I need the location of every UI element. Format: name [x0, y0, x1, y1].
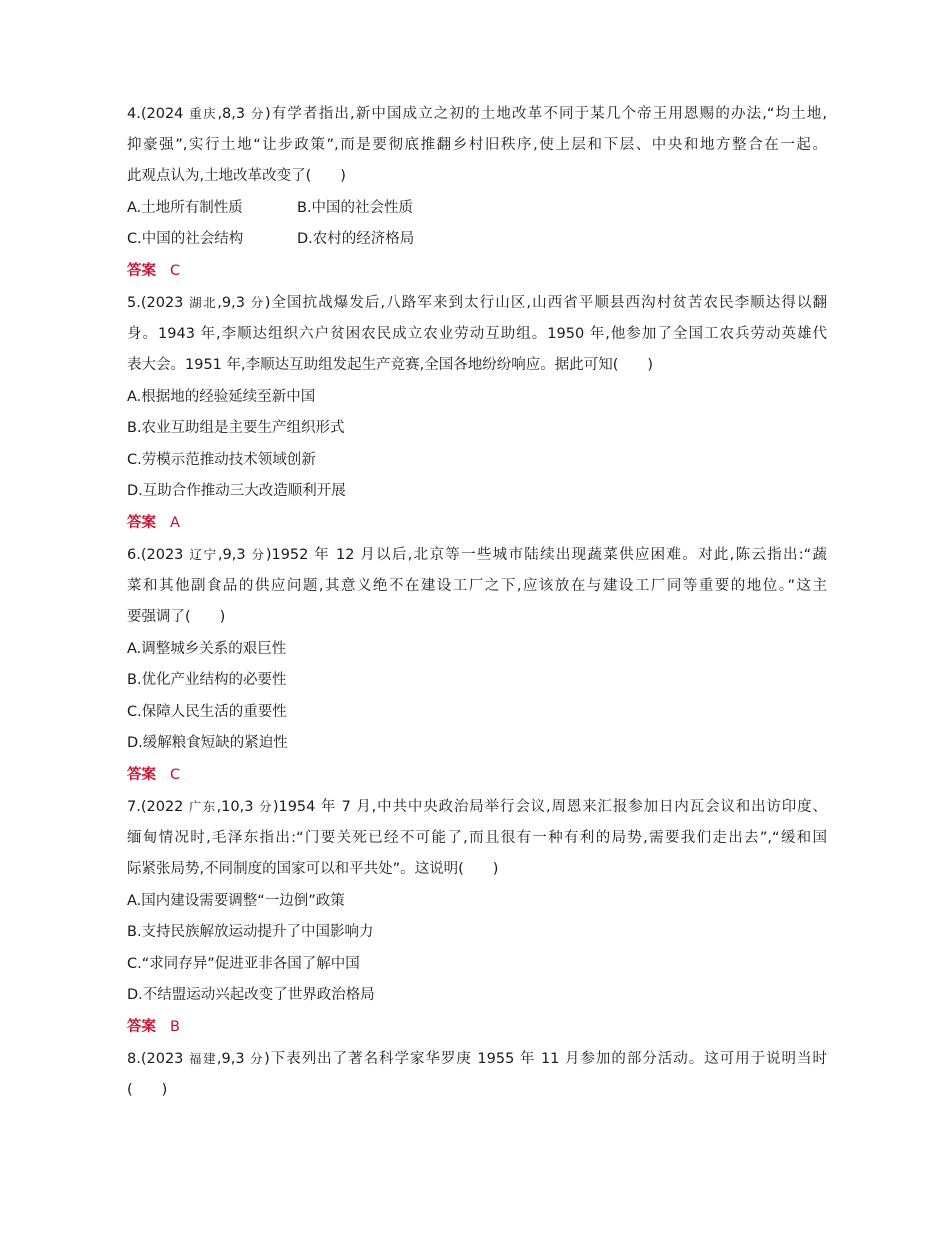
question-4-stem-line-3: 此观点认为,土地改革改变了( ): [127, 168, 346, 184]
question-5-stem-line-2: 身。1943 年,李顺达组织六户贫困农民成立农业劳动互助组。1950 年,他参加了全国工农兵劳动英雄代: [127, 325, 827, 342]
source-rest: ,9,3: [217, 295, 251, 311]
stem-text: )有学者指出,新中国成立之初的土地改革不同于某几个帝王用恩赐的办法,“均土地,: [265, 106, 827, 122]
option-c: C.“求同存异”促进亚非各国了解中国: [127, 955, 360, 972]
question-5-answer: [127, 508, 827, 540]
question-4: [127, 98, 827, 287]
option-b: B.支持民族解放运动提升了中国影响力: [127, 924, 374, 940]
option-d: D.农村的经济格局: [297, 231, 415, 247]
stem-text: )下表列出了著名科学家华罗庚 1955 年 11 月参加的部分活动。这可用于说明当时: [264, 1051, 827, 1067]
option-a: A.调整城乡关系的艰巨性: [127, 640, 287, 657]
option-c: C.劳模示范推动技术领域创新: [127, 451, 316, 468]
source-fen: 分: [258, 799, 273, 814]
option-d: D.不结盟运动兴起改变了世界政治格局: [127, 987, 375, 1003]
answer-label: 答案: [127, 766, 156, 783]
question-6-stem-line-3: 要强调了( ): [127, 609, 226, 625]
option-d: D.互助合作推动三大改造顺利开展: [127, 483, 346, 499]
question-4-options-row-2: [127, 224, 827, 256]
answer-label: 答案: [127, 262, 156, 279]
question-8-stem-line-1: [127, 1043, 827, 1075]
question-4-stem-line-1: [127, 98, 827, 130]
source-region: 湖北: [189, 295, 218, 310]
question-6-answer: [127, 760, 827, 792]
question-7-stem-line-2: 缅甸情况时,毛泽东指出:“门要关死已经不可能了,而且很有一种有利的局势,需要我们走出去”,“缓和国: [127, 829, 827, 846]
question-number: 6.: [127, 547, 141, 563]
source-open: (2023: [140, 547, 190, 563]
source-fen: 分: [251, 547, 266, 562]
source-fen: 分: [250, 106, 265, 121]
option-a: A.根据地的经验延续至新中国: [127, 388, 316, 405]
question-number: 7.: [127, 799, 141, 815]
answer-label: 答案: [127, 514, 156, 531]
question-number: 5.: [127, 295, 141, 311]
question-4-answer: [127, 256, 827, 288]
question-8: [127, 1043, 827, 1106]
source-region: 广东: [188, 799, 217, 814]
option-c: C.保障人民生活的重要性: [127, 703, 287, 720]
question-7: [127, 791, 827, 1043]
question-7-answer: [127, 1012, 827, 1044]
answer-value: C: [170, 262, 181, 279]
source-open: (2022: [140, 799, 189, 815]
option-c: C.中国的社会结构: [127, 231, 244, 247]
question-5-stem-line-1: [127, 287, 827, 319]
question-7-stem-line-3: 际紧张局势,不同制度的国家可以和平共处”。这说明( ): [127, 861, 499, 877]
option-d: D.缓解粮食短缺的紧迫性: [127, 735, 288, 751]
source-open: (2024: [140, 106, 190, 122]
source-rest: ,9,3: [217, 547, 252, 563]
source-rest: ,8,3: [217, 106, 251, 122]
source-region: 辽宁: [189, 547, 218, 562]
source-region: 重庆: [189, 106, 218, 121]
source-rest: ,10,3: [216, 799, 259, 815]
option-b: B.中国的社会性质: [297, 199, 414, 216]
source-open: (2023: [140, 1051, 189, 1067]
option-a: A.国内建设需要调整“一边倒”政策: [127, 892, 345, 909]
option-b: B.农业互助组是主要生产组织形式: [127, 420, 345, 436]
answer-value: B: [170, 1018, 180, 1035]
source-open: (2023: [140, 295, 190, 311]
question-5-stem-line-3: 表大会。1951 年,李顺达互助组发起生产竞赛,全国各地纷纷响应。据此可知( ): [127, 357, 654, 373]
answer-value: A: [170, 514, 180, 531]
question-6-stem-line-2: 菜和其他副食品的供应问题,其意义绝不在建设工厂之下,应该放在与建设工厂同等重要的地位。”这主: [127, 577, 827, 594]
stem-text: )1954 年 7 月,中共中央政治局举行会议,周恩来汇报参加日内瓦会议和出访印度、: [272, 799, 827, 815]
source-fen: 分: [250, 1051, 265, 1066]
question-5: [127, 287, 827, 539]
option-b: B.优化产业结构的必要性: [127, 672, 287, 688]
source-region: 福建: [188, 1051, 217, 1066]
question-4-stem-line-2: 抑豪强”,实行土地“让步政策”,而是要彻底推翻乡村旧秩序,使上层和下层、中央和地方整合在一起。: [127, 136, 827, 153]
question-4-options-row-1: [127, 193, 827, 225]
source-fen: 分: [250, 295, 265, 310]
question-6: [127, 539, 827, 791]
stem-text: )1952 年 12 月以后,北京等一些城市陆续出现蔬菜供应困难。对此,陈云指出:“蔬: [265, 547, 827, 563]
question-7-stem-line-1: [127, 791, 827, 823]
stem-text: )全国抗战爆发后,八路军来到太行山区,山西省平顺县西沟村贫苦农民李顺达得以翻: [264, 295, 827, 311]
answer-value: C: [170, 766, 181, 783]
question-8-stem-line-2: ( ): [127, 1081, 168, 1098]
question-number: 4.: [127, 106, 141, 122]
source-rest: ,9,3: [216, 1051, 251, 1067]
option-a: A.土地所有制性质: [127, 199, 243, 216]
question-page: [127, 98, 827, 1106]
question-number: 8.: [127, 1051, 141, 1067]
question-6-stem-line-1: [127, 539, 827, 571]
answer-label: 答案: [127, 1018, 156, 1035]
